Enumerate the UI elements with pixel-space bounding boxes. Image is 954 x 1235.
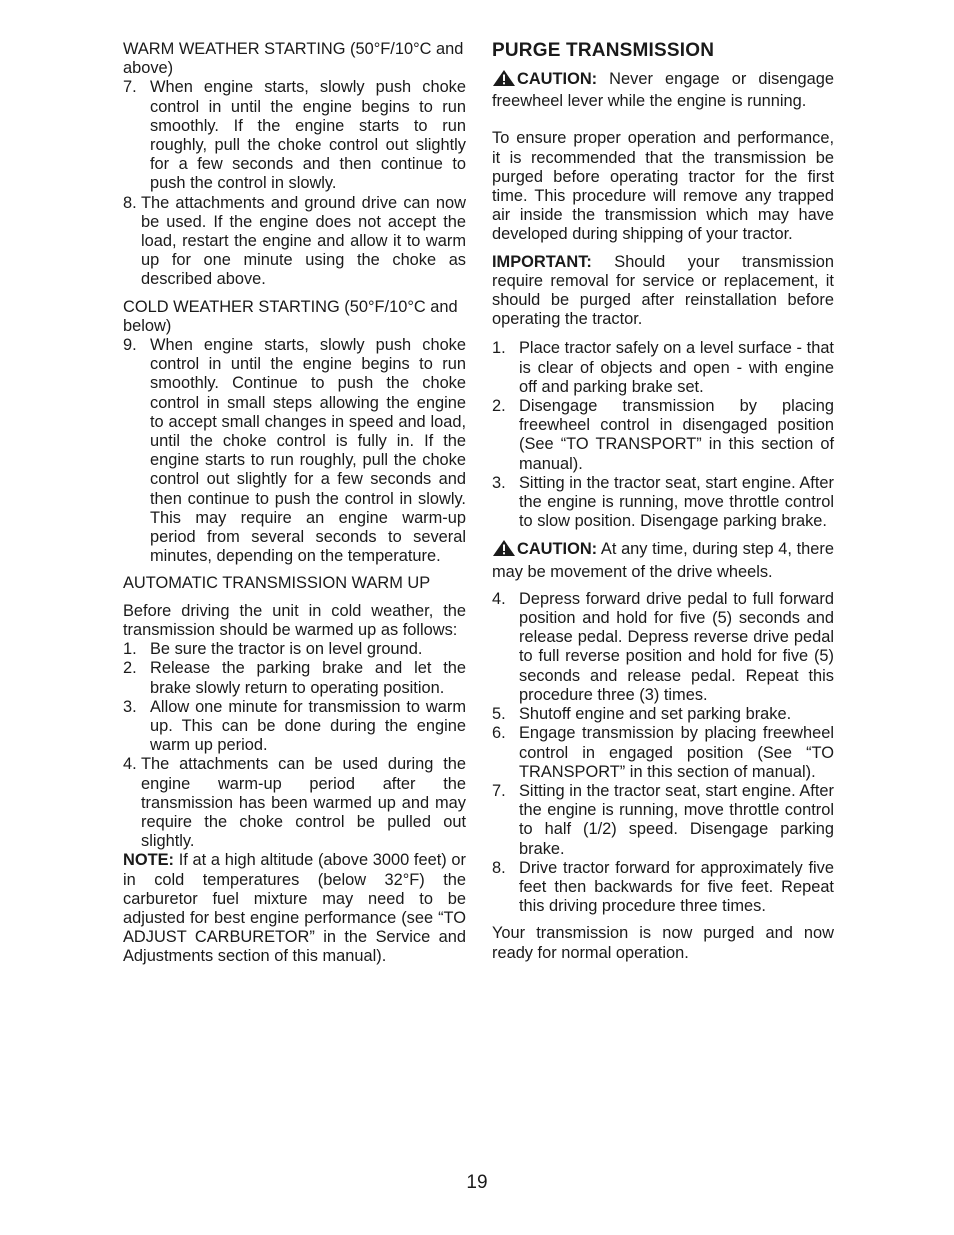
cold-weather-heading: COLD WEATHER STARTING (50°F/10°C and below): [123, 297, 458, 335]
list-item: [492, 474, 834, 532]
item-number: 8.: [492, 858, 506, 877]
item-number: 1.: [123, 640, 137, 659]
item-text: Place tractor safely on a level surface - that is clear of objects and open - with engine off and parking brake set.: [519, 339, 834, 396]
list-item: [123, 78, 466, 193]
list-item: [492, 339, 834, 397]
item-text: Shutoff engine and set parking brake.: [519, 705, 792, 724]
closing-paragraph: Your transmission is now purged and now ready for normal operation.: [492, 924, 834, 962]
list-item: [492, 782, 834, 859]
warning-triangle-icon: [492, 69, 516, 92]
caution-paragraph: [492, 69, 834, 111]
note-label: NOTE:: [123, 851, 174, 870]
caution-text: Never engage or disengage freewheel lever while the engine is running.: [492, 70, 834, 111]
item-number: 2.: [492, 397, 506, 416]
item-text: Drive tractor forward for approximately five feet then backwards for five feet. Repeat this driving procedure three times.: [519, 858, 834, 916]
auto-intro-paragraph: Before driving the unit in cold weather, the transmission should be warmed up as follows:: [123, 601, 466, 639]
item-number: 5.: [492, 705, 506, 724]
item-text: Allow one minute for transmission to warm up. This can be done during the engine warm up period.: [150, 697, 466, 755]
item-text: Sitting in the tractor seat, start engine. After the engine is running, move throttle control to slow position. Disengage parking brake.: [519, 473, 834, 531]
item-number: 7.: [123, 78, 137, 97]
list-item: [123, 659, 466, 697]
item-text: When engine starts, slowly push choke control in until the engine begins to run smoothly. If the engine starts to run roughly, pull the choke control out slightly for a few seconds and then continue to push the control in slowly.: [150, 78, 466, 193]
item-text: When engine starts, slowly push choke control in until the engine begins to run smoothly. Continue to push the choke control in small steps allowing the engine to accept small changes in speed and load, until the choke control is fully in. If the engine starts to run roughly, pull the choke control out slightly for a few seconds and then continue to push the control in slowly. This may require an engine warm-up period from several seconds to several minutes, depending on the temperature.: [150, 336, 466, 566]
list-item: [123, 698, 466, 756]
list-item: [492, 859, 834, 917]
note-text: If at a high altitude (above 3000 feet) or in cold temperatures (below 32°F) the carburetor fuel mixture may need to be adjusted for best engine performance (see “TO ADJUST CARBURETOR” in the Service and Adjustments section of this manual).: [123, 851, 466, 966]
list-item: [492, 705, 834, 724]
item-text: Engage transmission by placing freewheel control in engaged position (See “TO TRANSPORT” in this section of manual).: [519, 724, 834, 781]
purge-transmission-heading: PURGE TRANSMISSION: [492, 40, 715, 61]
item-text: Disengage transmission by placing freewheel control in disengaged position (See “TO TRANSPORT” in this section of manual).: [519, 397, 834, 473]
caution-label: CAUTION:: [517, 70, 598, 88]
list-item: [492, 397, 834, 474]
item-number: 6.: [492, 724, 506, 743]
warm-weather-heading: WARM WEATHER STARTING (50°F/10°C and above): [123, 40, 464, 78]
item-text: Release the parking brake and let the brake slowly return to operating position.: [150, 659, 466, 697]
item-number: 4.: [492, 589, 506, 608]
item-number: 9.: [123, 336, 137, 355]
intro-paragraph: To ensure proper operation and performance, it is recommended that the transmission be purged before operating tractor for the first time. This procedure will remove any trapped air inside the transmission which may have developed during shipping of your tractor.: [492, 129, 834, 244]
list-item: [123, 336, 466, 566]
item-number: 3.: [123, 697, 137, 716]
item-number: 2.: [123, 659, 137, 678]
list-item: [123, 755, 466, 851]
caution-text: At any time, during step 4, there may be movement of the drive wheels.: [492, 540, 834, 581]
left-column: [123, 40, 466, 967]
item-text: The attachments and ground drive can now be used. If the engine does not accept the load, restart the engine and allow it to warm up for one minute using the choke as described above.: [141, 193, 466, 289]
list-item: [123, 194, 466, 290]
purge-steps-list-a: [492, 339, 834, 531]
warm-up-steps-list: [123, 640, 466, 851]
item-number: 4.: [123, 755, 137, 774]
item-number: 1.: [492, 339, 506, 358]
caution-paragraph: [492, 539, 834, 581]
list-item: [492, 724, 834, 782]
caution-label: CAUTION:: [517, 540, 598, 559]
right-column: [492, 40, 834, 963]
item-text: Be sure the tractor is on level ground.: [150, 640, 423, 659]
important-label: IMPORTANT:: [492, 252, 592, 271]
item-text: Sitting in the tractor seat, start engine. After the engine is running, move throttle control to half (1/2) speed. Disengage parking brake.: [519, 781, 834, 858]
important-text: Should your transmission require removal for service or replacement, it should be purged after reinstallation before operating the tractor.: [492, 252, 834, 329]
item-number: 3.: [492, 473, 506, 492]
important-paragraph: [492, 253, 834, 330]
list-item: [123, 640, 466, 659]
page-number: 19: [466, 1172, 488, 1193]
item-number: 7.: [492, 781, 506, 800]
item-text: Depress forward drive pedal to full forward position and hold for five (5) seconds and release pedal. Depress reverse drive pedal to full reverse position and hold for five (5) seconds and release pedal. Repeat this procedure three (3) times.: [519, 589, 834, 704]
auto-transmission-heading: AUTOMATIC TRANSMISSION WARM UP: [123, 574, 431, 593]
list-item: [492, 590, 834, 705]
note-paragraph: [123, 851, 466, 966]
item-number: 8.: [123, 193, 137, 212]
purge-steps-list-b: [492, 590, 834, 916]
warning-triangle-icon: [492, 539, 516, 562]
item-text: The attachments can be used during the engine warm-up period after the transmission has been warmed up and may require the choke control be pulled out slightly.: [141, 755, 466, 851]
